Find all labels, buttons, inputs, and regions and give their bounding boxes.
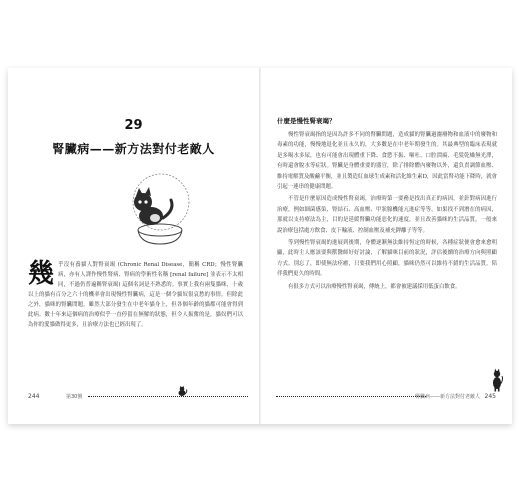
right-paragraph-4: 有很多方式可以治療慢性腎衰竭，傳統上，都會被建議採用低蛋白飲食。 <box>288 283 461 290</box>
right-paragraph-1: 慢性腎衰竭指的是因為許多不同的腎臟問題，造成貓的腎臟過濾廢物和血液中的廢物和毒素的功能，慢慢地退化並且永久的，大多數是在中老年期發生的。其最典型的臨床表現就是多喝水多尿，也有可能會出現體重下降、食慾不振、嘔吐、口腔潰瘍、毛髮乾燥無光澤，有時還會脫水等症狀。腎臟是身體重要的器官，除了排除體內廢物以外，還負責調節血壓、維持電解質及酸鹼平衡，並且製造紅血球生成素和活化維生素D，因此當腎功能下降時，就會引起一連串的健康問題。 <box>277 132 497 191</box>
chapter-number: 29 <box>124 118 143 133</box>
page-number-left: 244 <box>28 393 40 400</box>
right-page <box>260 68 512 424</box>
right-body-text <box>277 130 497 294</box>
right-footer <box>276 386 496 400</box>
running-head-left: 第30號 <box>66 394 83 400</box>
dotted-line-left <box>88 396 248 397</box>
running-head-right: 腎臟病——新方法對付老敵人 <box>414 394 480 400</box>
dotted-line-right <box>276 396 426 397</box>
left-body-text <box>28 260 243 330</box>
chapter-title: 腎臟病——新方法對付老敵人 <box>52 142 215 156</box>
page-number-right: 245 <box>484 393 496 400</box>
left-paragraph: 乎沒有養貓人對腎衰竭 (Chronic Renal Disease，簡稱 CRD；慢性腎臟病，亦有人譯作慢性腎病、腎病的學術性名稱 [renal failure] 並表示不太相同，不過仍普遍稱腎衰竭) 這個名詞是不熟悉的。事實上我有兩隻貓咪，十歲以上的貓有百分之六十的機率會出現慢性腎臟病，這是一個令貓奴很哀愁的事情。但除此之外，貓咪的腎臟問題，雖然大部分發生在中老年貓身上，但各個年齡的貓都可能會得到此病。數十年來這個病的治療似乎一直停留在無解的狀態，但令人振奮的是，貓奴們可以為你的愛貓做得更多，且治療方法也已經出現了。 <box>28 262 243 328</box>
section-heading: 什麼是慢性腎衰竭？ <box>277 117 336 125</box>
left-footer <box>28 386 243 400</box>
left-page <box>8 68 260 424</box>
small-cat-icon <box>176 385 188 397</box>
standing-cat-icon <box>490 366 504 392</box>
right-paragraph-2: 不管是什麼原因造成慢性腎衰竭，治療時第一要務是找出真正的病因，並針對病因進行治療，例如細菌感染、腎結石、高血壓、甲狀腺機能亢進症等等，如果找不到潛在的病因，那就以支持療法為主，目的是延緩腎臟功能惡化的速度，並且改善貓咪的生活品質，一般來說治療包括處方飲食、皮下輸液、控制血壓及補充鉀離子等等。 <box>277 196 497 234</box>
book-spread <box>8 68 512 424</box>
cat-in-bowl-icon <box>113 160 203 250</box>
right-paragraph-3: 等到慢性腎衰竭的進展到後期，身體逐漸無法維持恆定的時候，各種症狀便會愈來愈明顯，此時主人應該要與獸醫師好好討論，了解貓咪目前的狀況，評估後續的治療方向與照顧方式。別忘了，即使無法痊癒，只要我們用心照顧，貓咪仍然可以維持不錯的生活品質，陪伴我們更久的時間。 <box>277 240 497 278</box>
drop-cap: 幾 <box>28 259 55 289</box>
